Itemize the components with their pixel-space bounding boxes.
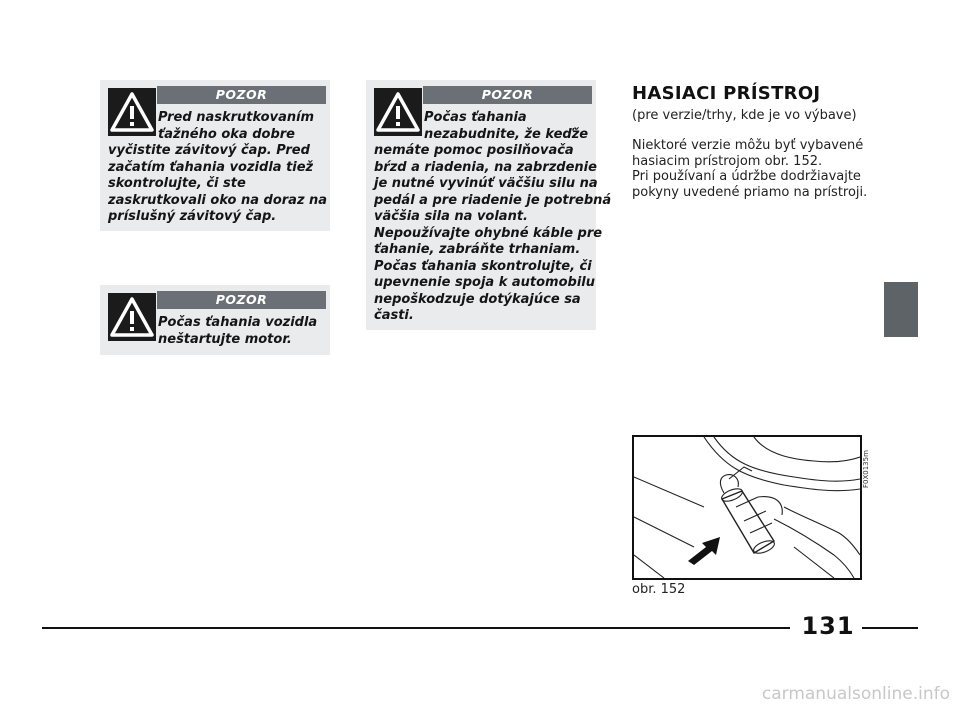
- watermark: carmanualsonline.info: [761, 684, 950, 704]
- figure-fire-extinguisher: [632, 435, 862, 580]
- warning-box-tow-eye: [100, 80, 330, 231]
- chapter-tab-marker: [884, 282, 918, 337]
- warning-label: POZOR: [423, 86, 592, 104]
- section-title: HASIACI PRÍSTROJ: [632, 83, 821, 104]
- warning-text: Pred naskrutkovaním ťažného oka dobre vyčistite závitový čap. Pred začatím ťahania vozidla tiež skontrolujte, či ste zaskrutkovali oko na doraz na príslušný závitový čap.: [108, 110, 328, 224]
- footer-rule-right: [862, 627, 918, 629]
- warning-text: Počas ťahania nezabudnite, že keďže nemáte pomoc posilňovača bŕzd a riadenia, na zabrzdenie je nutné vyvinúť väčšiu silu na pedál a pre riadenie je potrebná väčšia sila na volant. Nepoužívajte ohybné káble pre ťahanie, zabráňte trhaniam. Počas ťahania skontrolujte, či upevnenie spoja k automobilu nepoškodzuje dotýkajúce sa časti.: [374, 110, 612, 323]
- warning-box-towing: [366, 80, 612, 330]
- section-subtitle: (pre verzie/trhy, kde je vo výbave): [632, 108, 857, 123]
- figure-code: F0X0135m: [862, 450, 870, 488]
- figure-caption: obr. 152: [632, 582, 686, 597]
- warning-label: POZOR: [157, 86, 326, 104]
- fire-extinguisher-illustration: [634, 437, 860, 578]
- warning-text: Počas ťahania vozidla neštartujte motor.: [158, 315, 318, 347]
- warning-label: POZOR: [157, 291, 326, 309]
- section-body: Niektoré verzie môžu byť vybavené hasiacim prístrojom obr. 152. Pri používaní a údržbe dodržiavajte pokyny uvedené priamo na prístroji.: [632, 138, 868, 200]
- page-number: 131: [801, 612, 855, 640]
- footer-rule-left: [42, 627, 790, 629]
- arrow-pointer-icon: [688, 537, 720, 565]
- warning-box-engine-start: [100, 285, 330, 355]
